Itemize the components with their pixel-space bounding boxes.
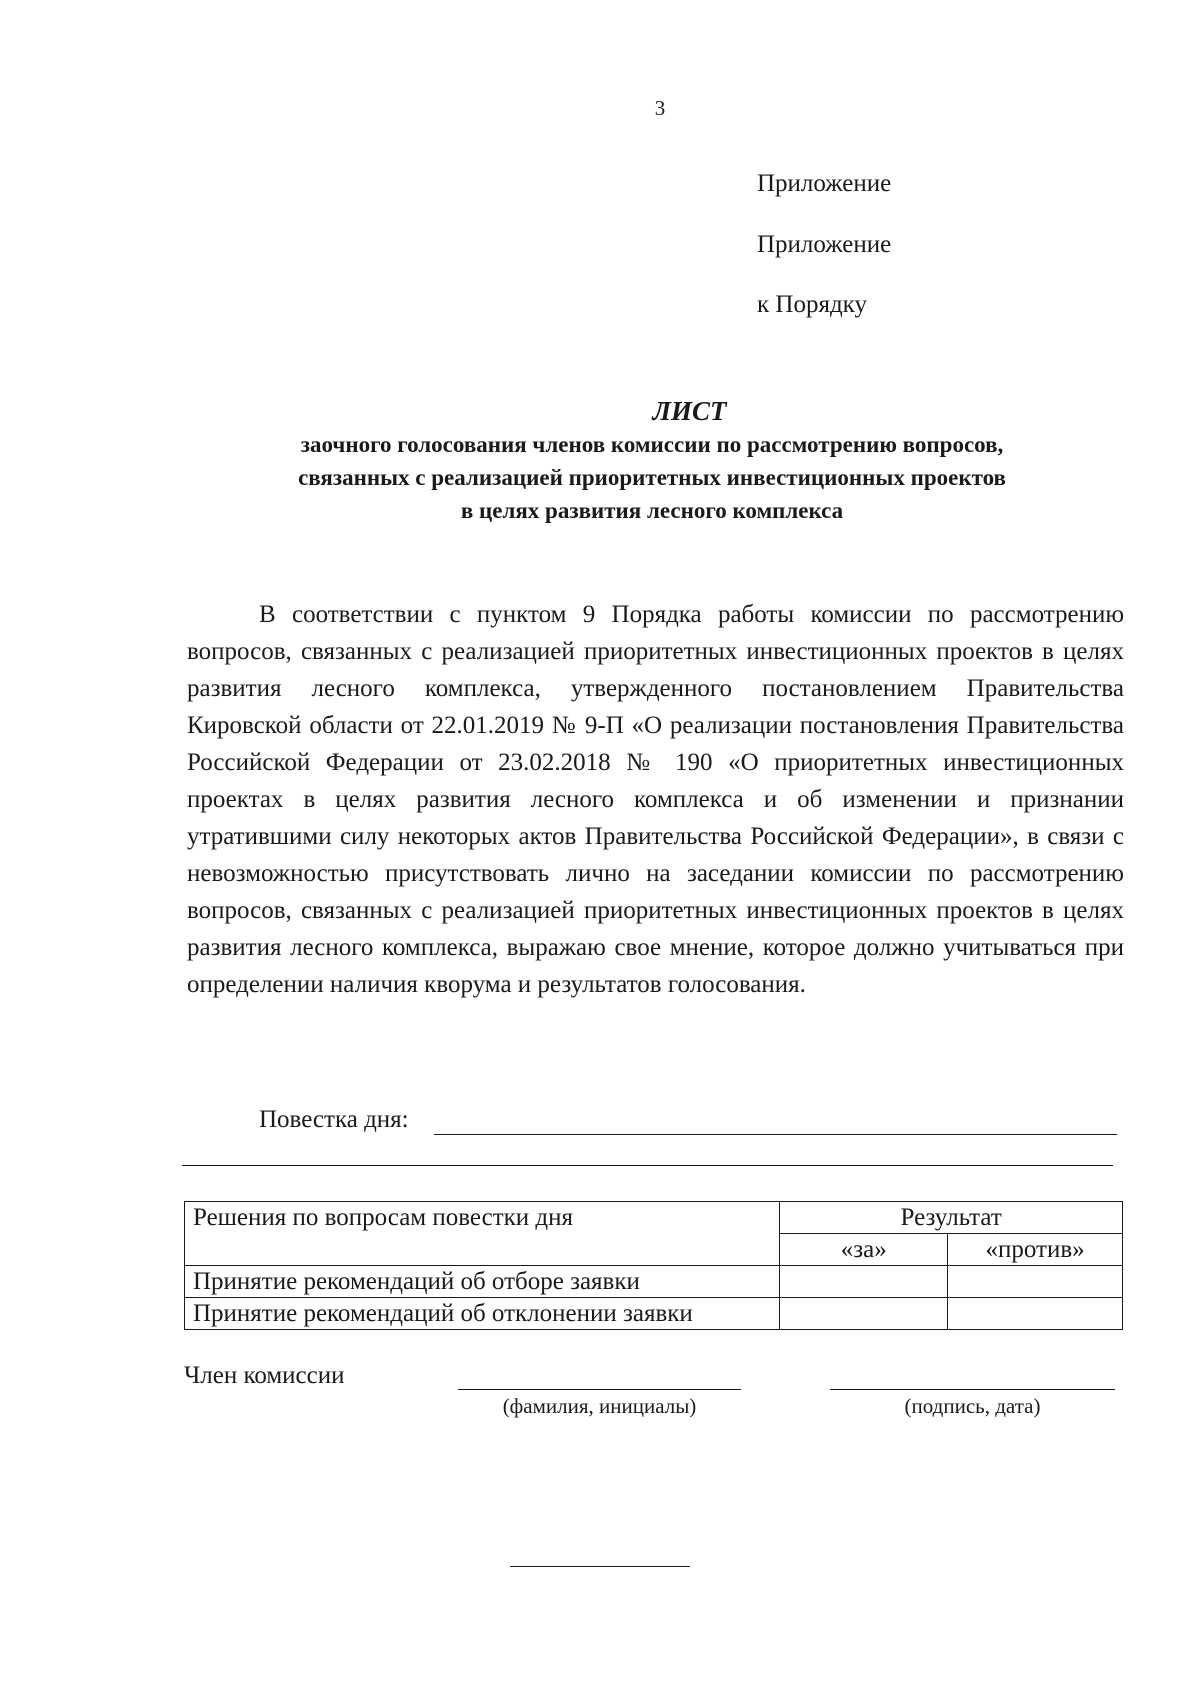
appendix-label-repeat: Приложение [757, 231, 892, 258]
member-label: Член комиссии [184, 1362, 345, 1389]
row-question: Принятие рекомендаций об отборе заявки [185, 1266, 780, 1298]
name-fill-line[interactable] [458, 1389, 741, 1390]
body-text [187, 596, 1124, 1003]
title-sub-line-3: в целях развития лесного комплекса [460, 498, 844, 523]
row-against-cell[interactable] [948, 1298, 1123, 1330]
header-for: «за» [780, 1234, 948, 1266]
name-caption: (фамилия, инициалы) [502, 1394, 697, 1418]
header-result: Результат [780, 1202, 1123, 1234]
signature-fill-line[interactable] [830, 1389, 1115, 1390]
title-main: ЛИСТ [652, 396, 727, 426]
row-question: Принятие рекомендаций об отклонении заявки [185, 1298, 780, 1330]
page-number: 3 [654, 96, 666, 120]
end-divider [510, 1566, 690, 1567]
row-for-cell[interactable] [780, 1266, 948, 1298]
signature-caption: (подпись, дата) [904, 1394, 1041, 1418]
table-header-row [185, 1202, 1123, 1234]
appendix-label: Приложение [757, 170, 892, 197]
table-row [185, 1298, 1123, 1330]
agenda-fill-line[interactable] [434, 1134, 1117, 1135]
header-against: «против» [948, 1234, 1123, 1266]
agenda-label: Повестка дня: [259, 1106, 409, 1133]
appendix-reference: к Порядку [757, 291, 867, 318]
document-title [180, 394, 1124, 527]
header-question: Решения по вопросам повестки дня [185, 1202, 780, 1266]
title-sub-line-1: заочного голосования членов комиссии по рассмотрению вопросов, [300, 432, 1004, 457]
agenda-fill-line-2[interactable] [182, 1165, 1113, 1166]
row-against-cell[interactable] [948, 1266, 1123, 1298]
table-row [185, 1266, 1123, 1298]
row-for-cell[interactable] [780, 1298, 948, 1330]
title-sub-line-2: связанных с реализацией приоритетных инвестиционных проектов [298, 465, 1006, 490]
decisions-table [184, 1201, 1123, 1330]
body-paragraph: В соответствии с пунктом 9 Порядка работы комиссии по рассмотрению вопросов, связанных с реализацией приоритетных инвестиционных проектов в целях развития лесного комплекса, утвержденного постановлением Правительства Кировской области от 22.01.2019 № 9-П «О реализации постановления Правительства Российской Федерации от 23.02.2018 № 190 «О приоритетных инвестиционных проектах в целях развития лесного комплекса и об изменении и признании утратившими силу некоторых актов Правительства Российской Федерации», в связи с невозможностью присутствовать лично на заседании комиссии по рассмотрению вопросов, связанных с реализацией приоритетных инвестиционных проектов в целях развития лесного комплекса, выражаю свое мнение, которое должно учитываться при определении наличия кворума и результатов голосования. [187, 601, 1124, 998]
